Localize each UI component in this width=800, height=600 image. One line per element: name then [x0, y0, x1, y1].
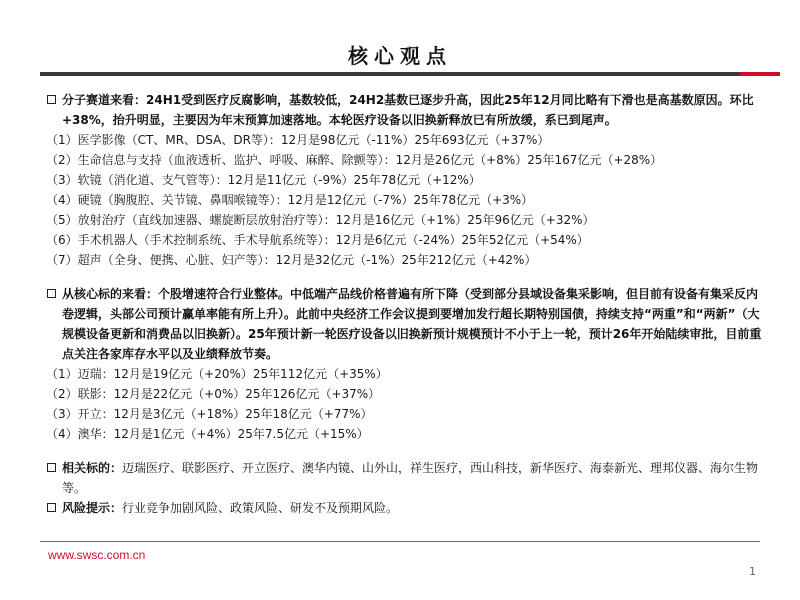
list-item: （2）联影：12月是22亿元（+0%）25年126亿元（+37%） — [46, 387, 381, 401]
list-item: （1）医学影像（CT、MR、DSA、DR等）：12月是98亿元（-11%）25年693亿元（+37%） — [46, 133, 550, 147]
list-item: （4）硬镜（胸腹腔、关节镜、鼻咽喉镜等）：12月是12亿元（-7%）25年78亿元（+3%） — [46, 193, 534, 207]
section-risk-warning — [46, 498, 762, 518]
risk-warning-text: 行业竞争加剧风险、政策风险、研发不及预期风险。 — [122, 501, 399, 515]
section-segment-heading-text: 分子赛道来看：24H1受到医疗反腐影响，基数较低，24H2基数已逐步升高，因此25年12月同比略有下滑也是高基数原因。环比+38%，抬升明显，主要因为年末预算加速落地。本轮医疗设备以旧换新释放已有所放缓，系已到尾声。 — [62, 93, 754, 127]
footer-divider — [40, 541, 760, 542]
related-stocks-text: 迈瑞医疗、联影医疗、开立医疗、澳华内镜、山外山，祥生医疗，西山科技，新华医疗、海泰新光、理邦仪器、海尔生物等。 — [62, 461, 759, 495]
checkbox-bullet-icon — [47, 503, 56, 512]
page-title: 核心观点 — [348, 44, 452, 68]
section-stocks-heading-text: 从核心标的来看：个股增速符合行业整体。中低端产品线价格普遍有所下降（受到部分县域设备集采影响，但目前有设备有集采反内卷逻辑，头部公司预计赢单率能有所上升）。此前中央经济工作会议提到要增加发行超长期特别国债，持续支持“两重”和“两新”（大规模设备更新和消费品以旧换新）。25年预计新一轮医疗设备以旧换新预计规模预计不小于上一轮，预计26年开始陆续审批，目前重点关注各家库存水平以及业绩释放节奏。 — [62, 287, 762, 361]
list-item: （1）迈瑞：12月是19亿元（+20%）25年112亿元（+35%） — [46, 367, 388, 381]
list-item: （3）开立：12月是3亿元（+18%）25年18亿元（+77%） — [46, 407, 373, 421]
risk-warning-label: 风险提示： — [62, 501, 123, 515]
page-number: 1 — [749, 565, 756, 578]
checkbox-bullet-icon — [47, 95, 56, 104]
section-segment-heading — [46, 90, 762, 130]
section-related-stocks — [46, 458, 762, 498]
list-item: （7）超声（全身、便携、心脏、妇产等）：12月是32亿元（-1%）25年212亿元（+42%） — [46, 253, 537, 267]
title-divider-accent — [740, 72, 780, 76]
checkbox-bullet-icon — [47, 463, 56, 472]
list-item: （6）手术机器人（手术控制系统、手术导航系统等）：12月是6亿元（-24%）25年52亿元（+54%） — [46, 233, 589, 247]
related-stocks-label: 相关标的： — [62, 461, 123, 475]
title-divider — [40, 72, 740, 76]
core-views-content — [46, 90, 762, 518]
list-item: （3）软镜（消化道、支气管等）：12月是11亿元（-9%）25年78亿元（+12%） — [46, 173, 481, 187]
checkbox-bullet-icon — [47, 289, 56, 298]
section-stocks-heading — [46, 284, 762, 364]
list-item: （4）澳华：12月是1亿元（+4%）25年7.5亿元（+15%） — [46, 427, 369, 441]
footer-url[interactable]: www.swsc.com.cn — [48, 548, 146, 562]
list-item: （5）放射治疗（直线加速器、螺旋断层放射治疗等）：12月是16亿元（+1%）25年96亿元（+32%） — [46, 213, 595, 227]
list-item: （2）生命信息与支持（血液透析、监护、呼吸、麻醉、除颤等）：12月是26亿元（+8%）25年167亿元（+28%） — [46, 153, 663, 167]
